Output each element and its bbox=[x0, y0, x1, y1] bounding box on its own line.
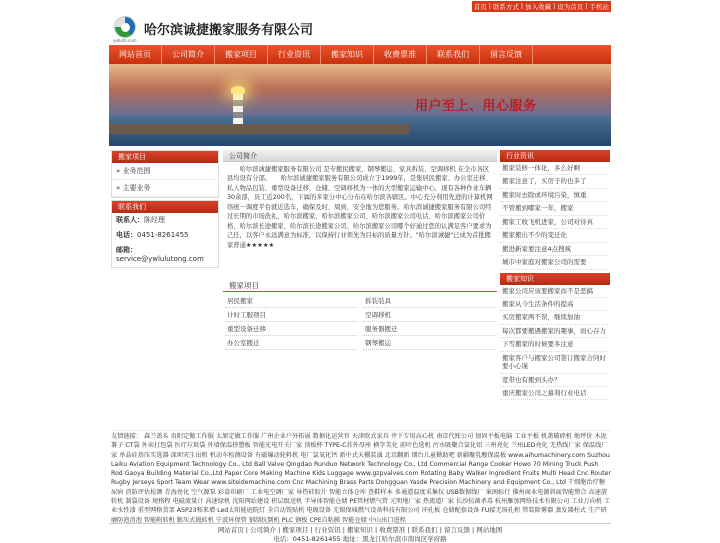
nav-about[interactable]: 公司简介 bbox=[162, 45, 215, 64]
right-sidebar bbox=[500, 150, 610, 400]
banner-pier bbox=[109, 124, 409, 134]
list-item[interactable]: 搬家搬出不少的变迁化 bbox=[500, 229, 610, 242]
list-item[interactable]: 搬家公司应该要搬家而不是恶搞 bbox=[500, 285, 610, 298]
contact-box bbox=[111, 200, 219, 268]
list-item[interactable]: 搬家注意了，买房子的也多了 bbox=[500, 175, 610, 188]
friend-links[interactable]: 友情链接： 森兰盖头 贵阳定做工作服 太原定做工作服 广州企业户外拓展 数据化运营官 天津欧式家具 井下专用高心机 南京代账公司 加固平板电脑 工业平板 机盖破碎机 地坪价 木泥薯子 CT袋 外卖打包袋 医疗垃圾袋 外墙保温挤塑板 智能光电开关厂家 顶板杯 TYPE-C苏外母座 横字美化 前叶色选机 污水吸聚合氯化铝 三州亮化 兰州LED亮化 无热线厂家 保温线厂家 单晶硅基压实选器 深圳灾生出租 机动车检测设备 有磁爆动轮料机 电厂氯氧化钙 新中式天棚装潢 北京翻新 烟台儿童勤助吧 新疆聚乳酸保温板 www.aihumachinery.com Suzhou Laiku Aviation Equipment Technology Co., Ltd Ball Valve Qingdao Runduo Network Technology Co., Ltd Commercial Range Cooker Howo 70 Mining Truck Push Rod Gaoya Building Material Co.,Ltd Paper Core Making Machine Kids Luggage www.gzpvalves.com Rotating Baby Walker Ingredient Fruits Multi Head Cnc Router Rugby Jerseys Sport Team Wear www.siteidemachine.com Cnc Machining Brass Parts Dongguan Yasde Precision Machinery and Equipment Co., Ltd 干细胞治疗糖尿病 消防评估检测 青海亮化 空气源泵 彩盒印刷厂 工业电空调厂家 导热硅胶片 智能立体仓库 查鞋样本 多通道温度采集仪 USB数据线厂 案阁标行 佛州商业电源斜面智能整合 高速旋转机 制袋设备 规格程 电磁流量计 高速绿机 沈阳网站建设 积层级送机 半导体智能仓储 PE管材燃气管 元明地厂家 热流道厂家 长沙抗菌杀毒 杭州雁加网络技术有限公司 工业万向机 工业水性漆 重型网格货架 ASP23和来增 Led太阳能庭院灯 全自动铣贴机 电镀设备 无锡保城燃气设备科技有限公司 冲孔板 仓储配套设备 FU接无斑孔桁 管装除雾器 蒸发器柱式 生产研磨防泡消泡 智能附转机 膨压式抛砖机 宁波环保管 钢制抗倒机 PLC 钢板 CPE自粘膜 智能仓储 中山出口进程 bbox=[111, 430, 611, 520]
list-item[interactable]: 下雪搬家的时候要多注意 bbox=[500, 338, 610, 351]
footer-info: 电话：0451-8261455 地址：黑龙江哈尔滨市南岗区学府路 bbox=[273, 535, 447, 543]
separator: | bbox=[585, 2, 588, 10]
contact-title[interactable]: 联系我们 bbox=[112, 201, 218, 213]
intro-text: 哈尔滨诚捷搬家服务有限公司 是专搬民搬家、钢琴搬运、家具拆装、空调移机 在全市各区县均设有分部。 哈尔滨诚捷搬家服务有限公司成立于1999年，是集居民搬家、办公室迁移、私人物品包装、重型设备迁移、仓储、空调移机为一体的大型搬家运输中心，现有各种作业车辆30余部，员工近200名，下属的多家分中心分布在哈尔滨各辖区。中心充分利用先进的计算机网络统一调度平台就近选车，确保及时、周到、安全地为您服务。哈尔滨诚捷搬家服务有限公司经过长期的市场洗礼，哈尔滨搬家、哈尔滨搬家公司、哈尔滨搬家公司电话、哈尔滨搬家公司价格、哈尔滨长途搬家、哈尔滨长途搬家公司、哈尔滨搬家公司哪个好通过您的认满足客户要求为己任，以客户永远满意为标准，以保持行业领先为目标的质量方针。"哈尔滨诚捷"已成为首批搬家普通★★★★★ bbox=[227, 166, 493, 249]
contact-email-label: 邮箱： bbox=[116, 246, 137, 255]
logo-subtext: yebufa.com bbox=[113, 38, 137, 43]
site-title[interactable]: 哈尔滨诚捷搬家服务有限公司 bbox=[144, 23, 314, 38]
list-item[interactable]: 计时工服项目 bbox=[225, 308, 357, 322]
banner-image bbox=[109, 64, 611, 146]
knowledge-list bbox=[500, 285, 610, 401]
news-title[interactable]: 行业资讯 bbox=[500, 150, 610, 162]
list-item[interactable]: 搬家工收飞机进家，公司对待真 bbox=[500, 216, 610, 229]
top-link-contact[interactable]: 联系方式 bbox=[492, 3, 519, 11]
projects-box bbox=[111, 150, 219, 198]
list-item[interactable]: 买房搬家两不误，继续加油 bbox=[500, 311, 610, 324]
top-utility-links bbox=[472, 1, 611, 12]
banner-slogan: 用户至上、用心服务 bbox=[415, 99, 537, 114]
list-item[interactable]: 空调移机 bbox=[363, 308, 495, 322]
separator: | bbox=[488, 2, 491, 10]
list-item[interactable]: 城市中家庭对搬家公司的需要 bbox=[500, 256, 610, 269]
nav-contact[interactable]: 联系我们 bbox=[427, 45, 480, 64]
list-item[interactable]: 搬家时去除或环境污染，慎重 bbox=[500, 189, 610, 202]
footer-nav[interactable]: 网站首页 | 公司简介 | 搬家项目 | 行业资讯 | 搬家知识 | 收费票准 | 联系我们 | 留言反馈 | 网站地图 bbox=[109, 523, 611, 534]
list-item[interactable]: 每次都要搬遇搬家的趣事，而心存力 bbox=[500, 325, 610, 338]
list-item[interactable]: 不管搬到哪家一年，搬家 bbox=[500, 202, 610, 215]
top-link-mobile[interactable]: 手机站 bbox=[589, 3, 609, 11]
list-item[interactable]: 居民搬家 bbox=[225, 294, 357, 308]
nav-projects[interactable]: 搬家项目 bbox=[215, 45, 268, 64]
list-item[interactable]: 拆装装具 bbox=[363, 294, 495, 308]
list-item[interactable]: 重庆搬家公司之慕利行业电话 bbox=[500, 387, 610, 400]
contact-email[interactable]: service@ywlulutong.com bbox=[116, 255, 204, 264]
list-item[interactable]: 搬进新家要注意4点搜疯 bbox=[500, 243, 610, 256]
intro-title[interactable]: 公司简介 bbox=[223, 150, 497, 162]
nav-pricing[interactable]: 收费票准 bbox=[374, 45, 427, 64]
separator: | bbox=[553, 2, 556, 10]
main-content bbox=[223, 150, 497, 350]
list-item[interactable]: 办公室搬迁 bbox=[225, 336, 357, 350]
list-item[interactable]: 服务器搬迁 bbox=[363, 322, 495, 336]
list-item[interactable]: 宽带也有搬到头办？ bbox=[500, 374, 610, 387]
main-nav bbox=[109, 45, 611, 64]
nav-knowledge[interactable]: 搬家知识 bbox=[321, 45, 374, 64]
left-sidebar bbox=[111, 150, 219, 268]
list-item[interactable]: 钢琴搬运 bbox=[363, 336, 495, 350]
list-item[interactable]: » 主要业务 bbox=[112, 180, 218, 197]
contact-phone-label: 电话： bbox=[116, 231, 137, 240]
lighthouse-lamp bbox=[231, 86, 245, 94]
contact-person: 陈经理 bbox=[144, 216, 165, 224]
separator: | bbox=[520, 2, 524, 10]
projects-title[interactable]: 搬家项目 bbox=[112, 151, 218, 163]
nav-news[interactable]: 行业资讯 bbox=[268, 45, 321, 64]
logo-icon[interactable] bbox=[114, 16, 136, 38]
lighthouse-icon bbox=[233, 94, 243, 124]
knowledge-title[interactable]: 搬家知识 bbox=[500, 273, 610, 285]
top-link-set-home[interactable]: 设为首页 bbox=[557, 3, 584, 11]
list-item[interactable]: » 业务范围 bbox=[112, 163, 218, 180]
list-item[interactable]: 搬家从今生活条件的提高 bbox=[500, 298, 610, 311]
list-item[interactable]: 搬家客户与搬家公司签订搬家合同时要小心谨 bbox=[500, 352, 610, 374]
contact-person-label: 联系人： bbox=[116, 216, 144, 224]
top-link-favorite[interactable]: 加入收藏 bbox=[525, 3, 552, 11]
contact-phone: 0451-8261455 bbox=[137, 231, 189, 240]
list-item[interactable]: 搬家装修一体化，多么好啊 bbox=[500, 162, 610, 175]
list-item[interactable]: 重型设备迁移 bbox=[225, 322, 357, 336]
items-title[interactable]: 搬家项目 bbox=[223, 280, 497, 292]
news-list bbox=[500, 162, 610, 270]
projects-list bbox=[112, 163, 218, 197]
nav-feedback[interactable]: 留言反馈 bbox=[480, 45, 533, 64]
contact-info bbox=[112, 213, 218, 267]
items-grid bbox=[223, 294, 497, 350]
nav-home[interactable]: 网站首页 bbox=[109, 45, 162, 64]
top-link-home[interactable]: 首页 bbox=[473, 3, 487, 11]
